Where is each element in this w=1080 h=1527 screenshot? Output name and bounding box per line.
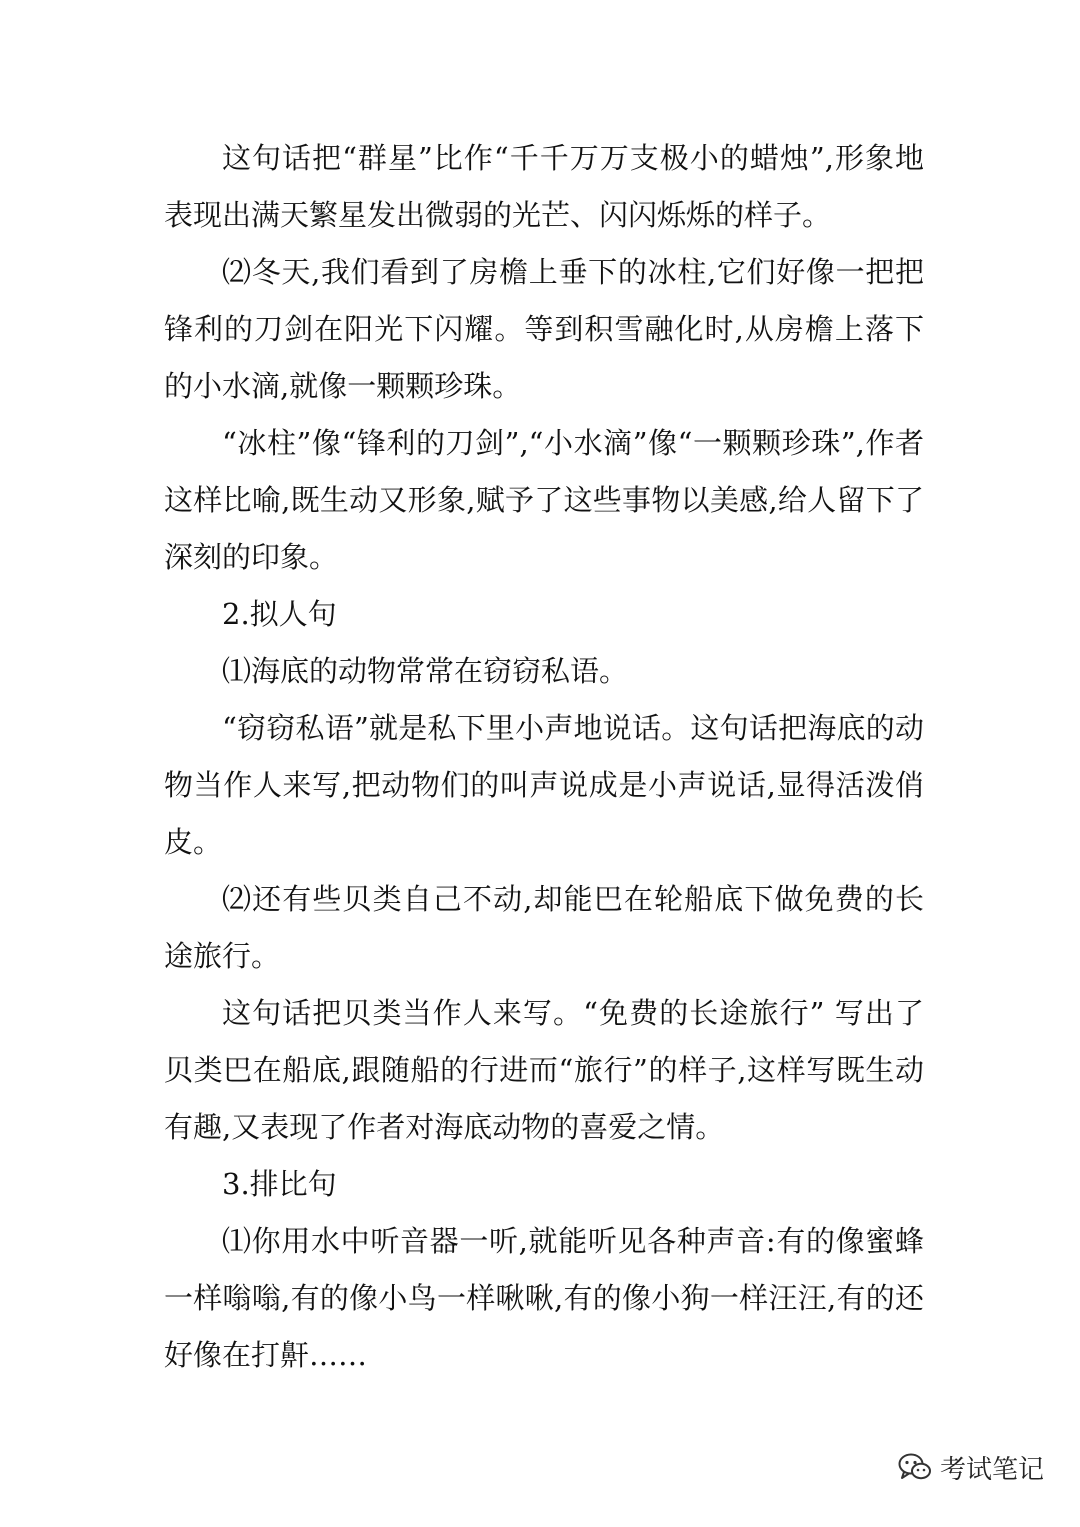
- wechat-icon: [898, 1452, 932, 1482]
- document-body: [164, 130, 924, 1384]
- paragraph: ⑴海底的动物常常在窃窃私语。: [222, 654, 629, 688]
- paragraph: ⑵还有些贝类自己不动,却能巴在轮船底下做免费的长途旅行。: [164, 882, 924, 973]
- watermark-text: 考试笔记: [939, 1454, 1044, 1485]
- paragraph: 这句话把贝类当作人来写。“免费的长途旅行” 写出了贝类巴在船底,跟随船的行进而“旅行”的样子,这样写既生动有趣,又表现了作者对海底动物的喜爱之情。: [164, 996, 924, 1144]
- paragraph: “窃窃私语”就是私下里小声地说话。这句话把海底的动物当作人来写,把动物们的叫声说成是小声说话,显得活泼俏皮。: [164, 711, 924, 859]
- paragraph: ⑵冬天,我们看到了房檐上垂下的冰柱,它们好像一把把锋利的刀剑在阳光下闪耀。等到积雪融化时,从房檐上落下的小水滴,就像一颗颗珍珠。: [164, 255, 924, 403]
- section-heading: 2.拟人句: [222, 597, 337, 631]
- watermark: [898, 1447, 1044, 1487]
- paragraph: ⑴你用水中听音器一听,就能听见各种声音:有的像蜜蜂一样嗡嗡,有的像小鸟一样啾啾,有的像小狗一样汪汪,有的还好像在打鼾……: [164, 1224, 924, 1372]
- paragraph: 这句话把“群星”比作“千千万万支极小的蜡烛”,形象地表现出满天繁星发出微弱的光芒、闪闪烁烁的样子。: [164, 141, 924, 232]
- section-heading: 3.排比句: [222, 1167, 337, 1201]
- paragraph: “冰柱”像“锋利的刀剑”,“小水滴”像“一颗颗珍珠”,作者这样比喻,既生动又形象,赋予了这些事物以美感,给人留下了深刻的印象。: [164, 426, 924, 574]
